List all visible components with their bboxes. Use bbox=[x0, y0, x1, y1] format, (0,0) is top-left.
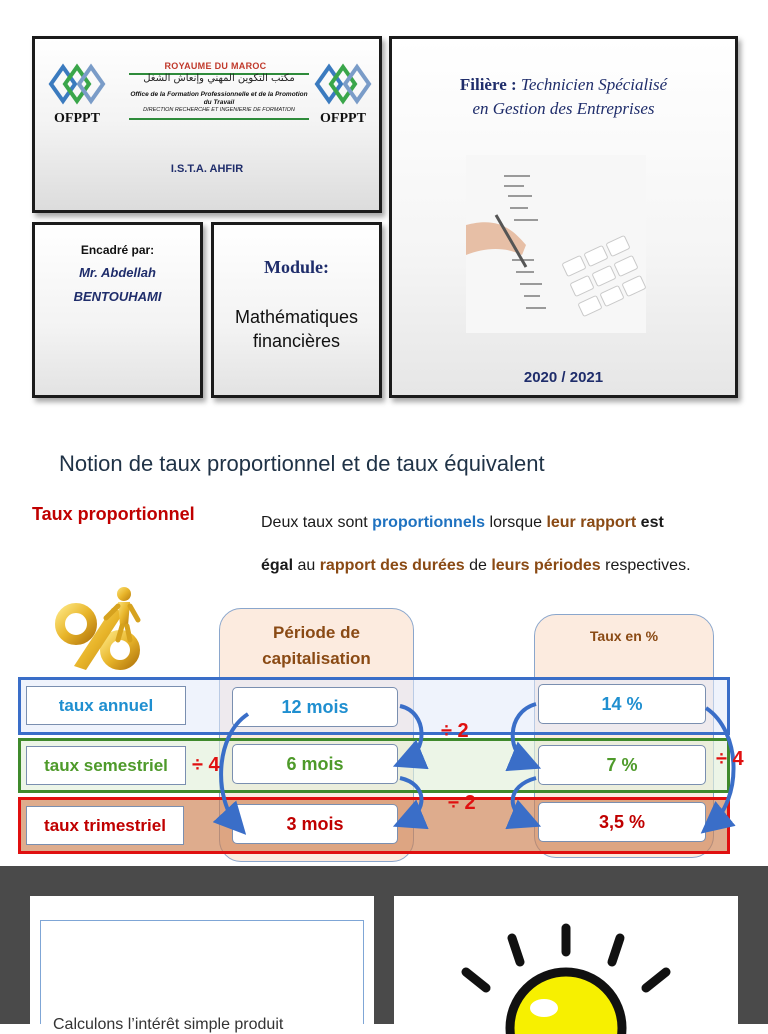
def-text: au bbox=[293, 557, 320, 574]
module-name-line2: financières bbox=[252, 331, 341, 351]
supervisor-name-line2: BENTOUHAMI bbox=[73, 289, 162, 304]
period-cell-annual: 12 mois bbox=[232, 687, 398, 727]
academic-year: 2020 / 2021 bbox=[523, 369, 604, 386]
def-text: Deux taux sont bbox=[261, 514, 373, 531]
filiere-value-line1: Technicien Spécialisé bbox=[520, 75, 668, 94]
ofppt-emblem-icon bbox=[313, 61, 373, 107]
ofppt-emblem-icon bbox=[47, 61, 107, 107]
def-keyword: proportionnels bbox=[372, 514, 486, 531]
rate-column-header: Taux en % bbox=[589, 628, 659, 644]
ofppt-logo-text: OFPPT bbox=[320, 111, 366, 126]
filiere-box bbox=[389, 36, 738, 398]
period-column-header-line1: Période de bbox=[273, 623, 360, 642]
period-cell-semester: 6 mois bbox=[232, 744, 398, 784]
slide-title: Notion de taux proportionnel et de taux équivalent bbox=[59, 451, 545, 476]
period-column-header-line2: capitalisation bbox=[262, 649, 371, 668]
def-text: lorsque bbox=[485, 514, 547, 531]
divide-by-2-top: ÷ 2 bbox=[441, 720, 469, 742]
exercise-text: Calculons l’intérêt simple produit bbox=[53, 1016, 284, 1033]
exercise-frame bbox=[40, 920, 364, 1033]
header-box bbox=[32, 36, 382, 213]
rate-cell-semester: 7 % bbox=[538, 745, 706, 785]
module-box bbox=[211, 222, 382, 398]
keyboard-photo bbox=[466, 155, 646, 333]
def-text: respectives. bbox=[600, 557, 691, 574]
percent-figure-icon bbox=[54, 580, 146, 672]
lightbulb-card bbox=[394, 896, 738, 1024]
def-keyword: leurs périodes bbox=[491, 557, 601, 574]
period-cell-quarter: 3 mois bbox=[232, 804, 398, 844]
section-title: Taux proportionnel bbox=[32, 504, 195, 524]
keyboard-pen-illustration bbox=[466, 155, 646, 333]
exercise-card bbox=[30, 896, 374, 1033]
divide-by-4-right: ÷ 4 bbox=[716, 748, 744, 770]
def-keyword: égal bbox=[261, 557, 294, 574]
supervisor-box bbox=[32, 222, 203, 398]
divide-by-2-bottom: ÷ 2 bbox=[448, 792, 476, 814]
module-name-line1: Mathématiques bbox=[234, 307, 359, 327]
lightbulb-icon bbox=[394, 896, 738, 1024]
direction-name: DIRECTION RECHERCHE ET INGENIERIE DE FORMATION bbox=[143, 107, 295, 113]
filiere-label: Filière : bbox=[459, 75, 517, 94]
ofppt-logo-text: OFPPT bbox=[54, 111, 100, 126]
supervisor-name-line1: Mr. Abdellah bbox=[79, 265, 156, 280]
supervisor-label: Encadré par: bbox=[80, 243, 155, 257]
rate-cell-quarter: 3,5 % bbox=[538, 802, 706, 842]
def-keyword: leur rapport bbox=[546, 514, 637, 531]
filiere-title bbox=[392, 75, 735, 95]
row-label-semester: taux semestriel bbox=[26, 746, 186, 785]
office-name: Office de la Formation Professionnelle et de la Promotion du Travail bbox=[130, 91, 308, 106]
divide-by-4-left: ÷ 4 bbox=[192, 754, 220, 776]
arabic-office-name: مكتب التكوين المهني وإنعاش الشغل bbox=[143, 73, 295, 84]
definition-line1 bbox=[261, 514, 664, 532]
row-label-quarter: taux trimestriel bbox=[26, 806, 184, 845]
kingdom-text: ROYAUME DU MAROC bbox=[164, 61, 267, 71]
def-keyword: rapport des durées bbox=[319, 557, 465, 574]
ofppt-logo-left bbox=[47, 61, 107, 127]
definition-line2 bbox=[261, 557, 691, 575]
filiere-value-line2: en Gestion des Entreprises bbox=[472, 99, 655, 118]
green-rule-bottom bbox=[129, 118, 309, 120]
rate-cell-annual: 14 % bbox=[538, 684, 706, 724]
ofppt-logo-right bbox=[313, 61, 373, 127]
def-keyword: est bbox=[636, 514, 664, 531]
module-label: Module: bbox=[264, 257, 329, 277]
institute-name: I.S.T.A. AHFIR bbox=[170, 163, 244, 175]
def-text: de bbox=[464, 557, 492, 574]
row-label-annual: taux annuel bbox=[26, 686, 186, 725]
